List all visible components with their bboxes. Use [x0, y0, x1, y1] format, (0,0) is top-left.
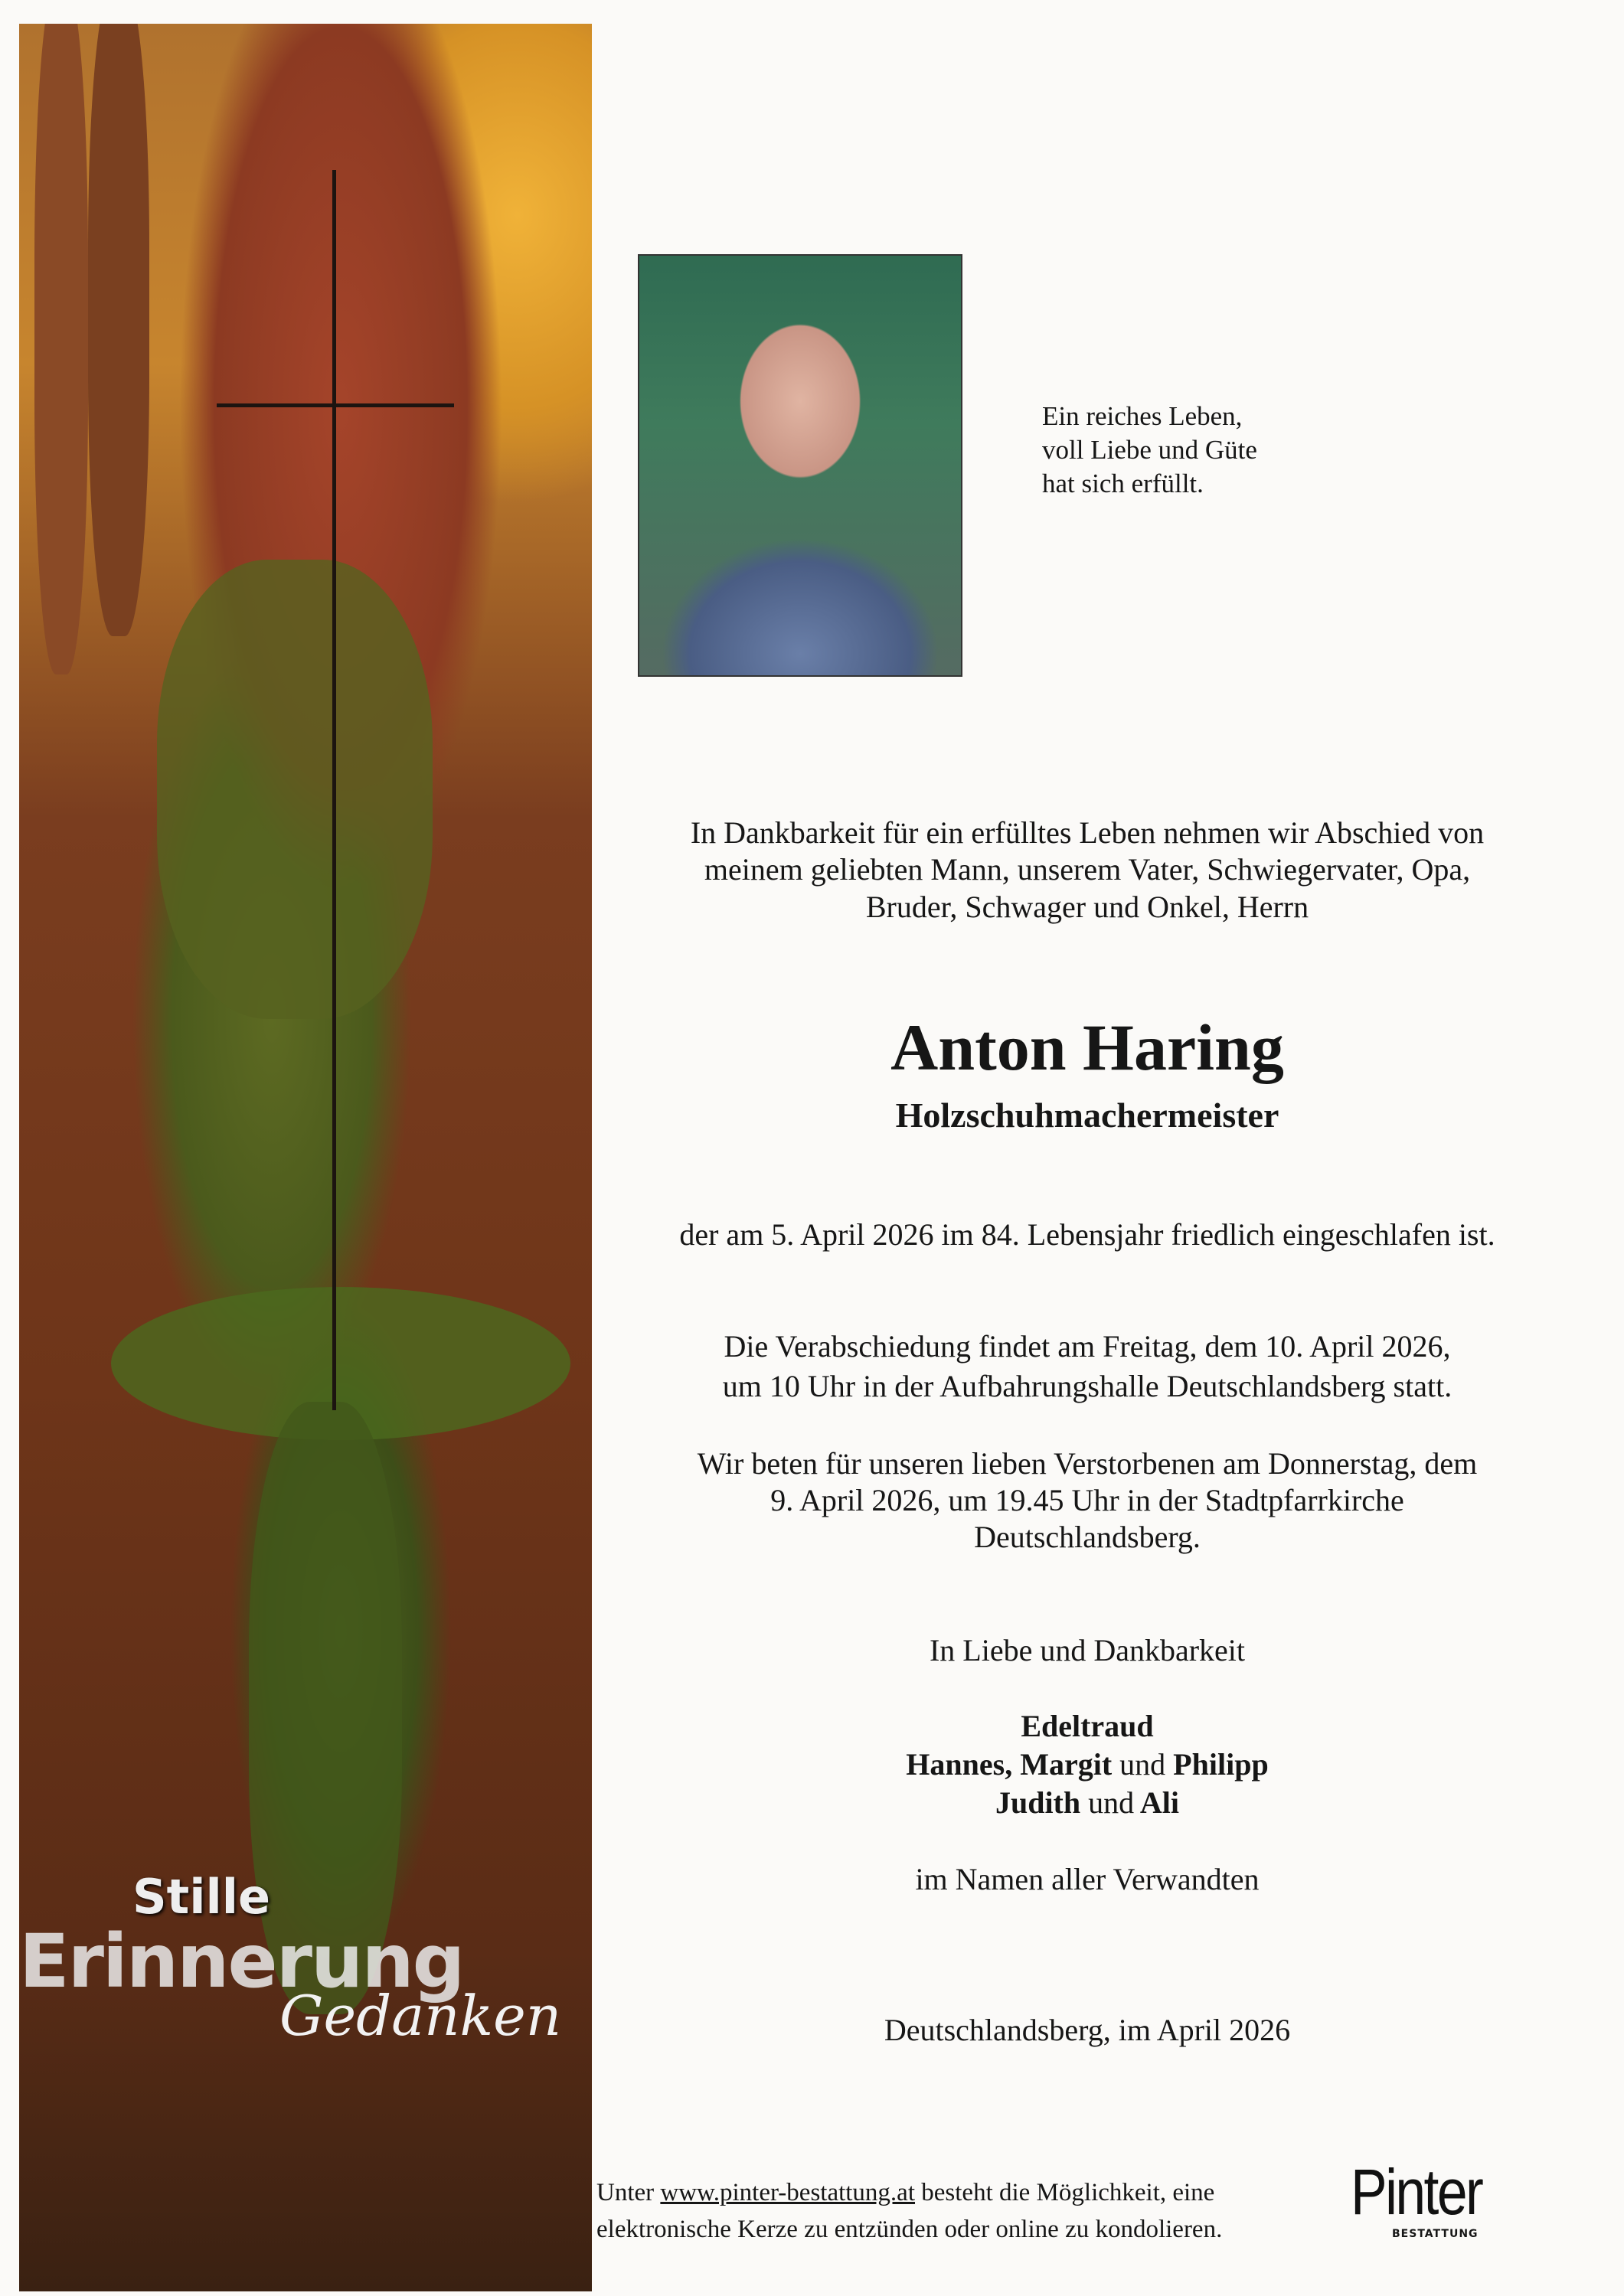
prayer-line: Wir beten für unseren lieben Verstorbenen am Donnerstag, dem	[697, 1446, 1478, 1481]
prayer-line: 9. April 2026, um 19.45 Uhr in der Stadtpfarrkirche	[770, 1483, 1404, 1517]
overlay-erinnerung: Erinnerung	[19, 1919, 464, 2004]
family-conjunction: und	[1088, 1785, 1135, 1820]
intro-line: Bruder, Schwager und Onkel, Herrn	[865, 890, 1309, 924]
place-date: Deutschlandsberg, im April 2026	[884, 2013, 1291, 2047]
death-line: der am 5. April 2026 im 84. Lebensjahr friedlich eingeschlafen ist.	[679, 1217, 1495, 1252]
overlay-gedanken: Gedanken	[279, 1984, 562, 2048]
farewell-line: um 10 Uhr in der Aufbahrungshalle Deutschlandsberg statt.	[722, 1369, 1452, 1403]
overlay-stille: Stille	[132, 1869, 271, 1925]
closing: In Liebe und Dankbarkeit	[929, 1633, 1246, 1667]
pinter-logo: Pinter	[1351, 2156, 1482, 2228]
family-name: Ali	[1134, 1785, 1180, 1820]
cross-icon-vertical	[332, 170, 336, 1410]
quote	[1042, 400, 1257, 501]
quote-line: hat sich erfüllt.	[1042, 469, 1204, 498]
deceased-name: Anton Haring	[890, 1011, 1284, 1084]
cross-icon-horizontal	[217, 403, 454, 407]
family-line	[597, 1708, 1577, 1744]
farewell-line: Die Verabschiedung findet am Freitag, dem 10. April 2026,	[724, 1329, 1451, 1364]
moss-root	[157, 560, 433, 1019]
family-line	[597, 1785, 1577, 1821]
prayer-line: Deutschlandsberg.	[974, 1520, 1201, 1554]
footer-text: besteht die Möglichkeit, eine	[915, 2179, 1215, 2206]
family-name: Edeltraud	[1021, 1709, 1154, 1743]
quote-line: Ein reiches Leben,	[1042, 401, 1243, 431]
forest-cover-image	[19, 24, 592, 2291]
family-line	[597, 1746, 1577, 1782]
tree-trunk	[34, 24, 88, 674]
intro-line: meinem geliebten Mann, unserem Vater, Schwiegervater, Opa,	[704, 852, 1471, 887]
intro-line: In Dankbarkeit für ein erfülltes Leben nehmen wir Abschied von	[690, 815, 1485, 850]
quote-line: voll Liebe und Güte	[1042, 435, 1257, 465]
website-link[interactable]: www.pinter-bestattung.at	[660, 2179, 916, 2206]
footer-note	[596, 2174, 1222, 2248]
deceased-title: Holzschuhmachermeister	[895, 1096, 1279, 1135]
family-conjunction: und	[1119, 1747, 1166, 1782]
family-name: Hannes, Margit	[906, 1747, 1120, 1782]
family-name: Judith	[995, 1785, 1089, 1820]
footer-text: elektronische Kerze zu entzünden oder online zu kondolieren.	[596, 2216, 1223, 2243]
tree-trunk	[88, 24, 149, 636]
footer-text: Unter	[596, 2179, 661, 2206]
pinter-logo-sub: BESTATTUNG	[1392, 2228, 1479, 2240]
family-name: Philipp	[1165, 1747, 1269, 1782]
portrait-photo	[638, 254, 962, 677]
relatives: im Namen aller Verwandten	[915, 1862, 1260, 1896]
